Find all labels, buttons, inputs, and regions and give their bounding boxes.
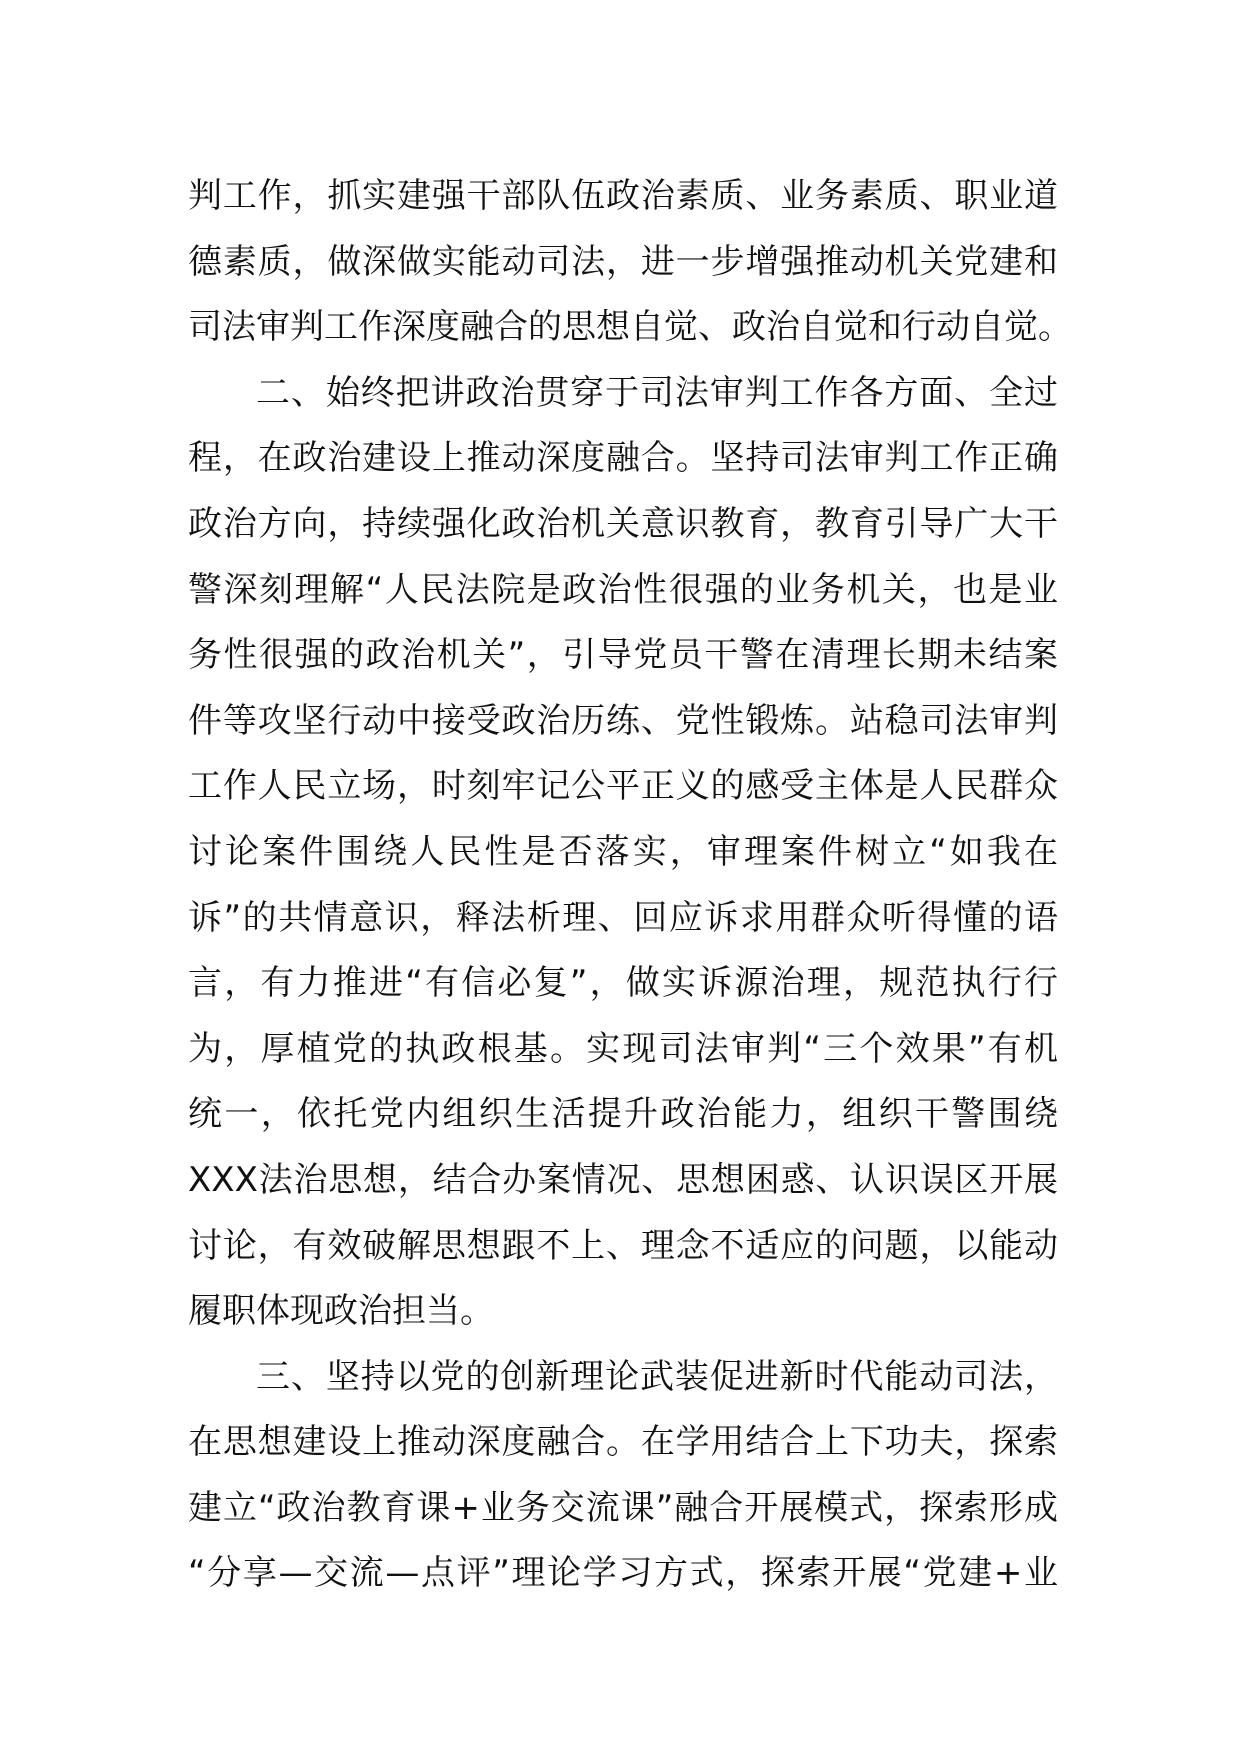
text-line: 程，在政治建设上推动深度融合。坚持司法审判工作正确 bbox=[188, 438, 1058, 479]
text-line: 统一，依托党内组织生活提升政治能力，组织干警围绕 bbox=[188, 1094, 1058, 1135]
text-line: “分享—交流—点评”理论学习方式，探索开展“党建+业 bbox=[188, 1553, 1058, 1594]
text-line: 诉”的共情意识，释法析理、回应诉求用群众听得懂的语 bbox=[188, 897, 1058, 938]
text-line: 言，有力推进“有信必复”，做实诉源治理，规范执行行 bbox=[188, 963, 1058, 1004]
text-line: 判工作，抓实建强干部队伍政治素质、业务素质、职业道 bbox=[188, 176, 1058, 216]
text-line: 讨论案件围绕人民性是否落实，审理案件树立“如我在 bbox=[188, 831, 1058, 872]
paragraph-heading-line: 二、始终把讲政治贯穿于司法审判工作各方面、全过 bbox=[256, 372, 1058, 413]
text-line: 件等攻坚行动中接受政治历练、党性锻炼。站稳司法审判 bbox=[188, 700, 1058, 741]
text-line: 在思想建设上推动深度融合。在学用结合上下功夫，探索 bbox=[188, 1422, 1058, 1463]
text-line: 讨论，有效破解思想跟不上、理念不适应的问题，以能动 bbox=[188, 1225, 1058, 1266]
document-body bbox=[188, 164, 1072, 1607]
text-line: 警深刻理解“人民法院是政治性很强的业务机关，也是业 bbox=[188, 569, 1058, 610]
text-line: 为，厚植党的执政根基。实现司法审判“三个效果”有机 bbox=[188, 1028, 1058, 1069]
text-line: 建立“政治教育课+业务交流课”融合开展模式，探索形成 bbox=[188, 1487, 1058, 1528]
text-line: 政治方向，持续强化政治机关意识教育，教育引导广大干 bbox=[188, 503, 1058, 544]
paragraph-heading-line: 三、坚持以党的创新理论武装促进新时代能动司法， bbox=[256, 1356, 1058, 1397]
text-line: 德素质，做深做实能动司法，进一步增强推动机关党建和 bbox=[188, 241, 1058, 282]
text-line: XXX法治思想，结合办案情况、思想困惑、认识误区开展 bbox=[188, 1159, 1058, 1200]
text-line: 司法审判工作深度融合的思想自觉、政治自觉和行动自觉。 bbox=[188, 307, 1072, 348]
text-line: 务性很强的政治机关”，引导党员干警在清理长期未结案 bbox=[188, 635, 1058, 676]
text-line: 履职体现政治担当。 bbox=[188, 1291, 494, 1332]
text-line: 工作人民立场，时刻牢记公平正义的感受主体是人民群众 bbox=[188, 766, 1058, 807]
